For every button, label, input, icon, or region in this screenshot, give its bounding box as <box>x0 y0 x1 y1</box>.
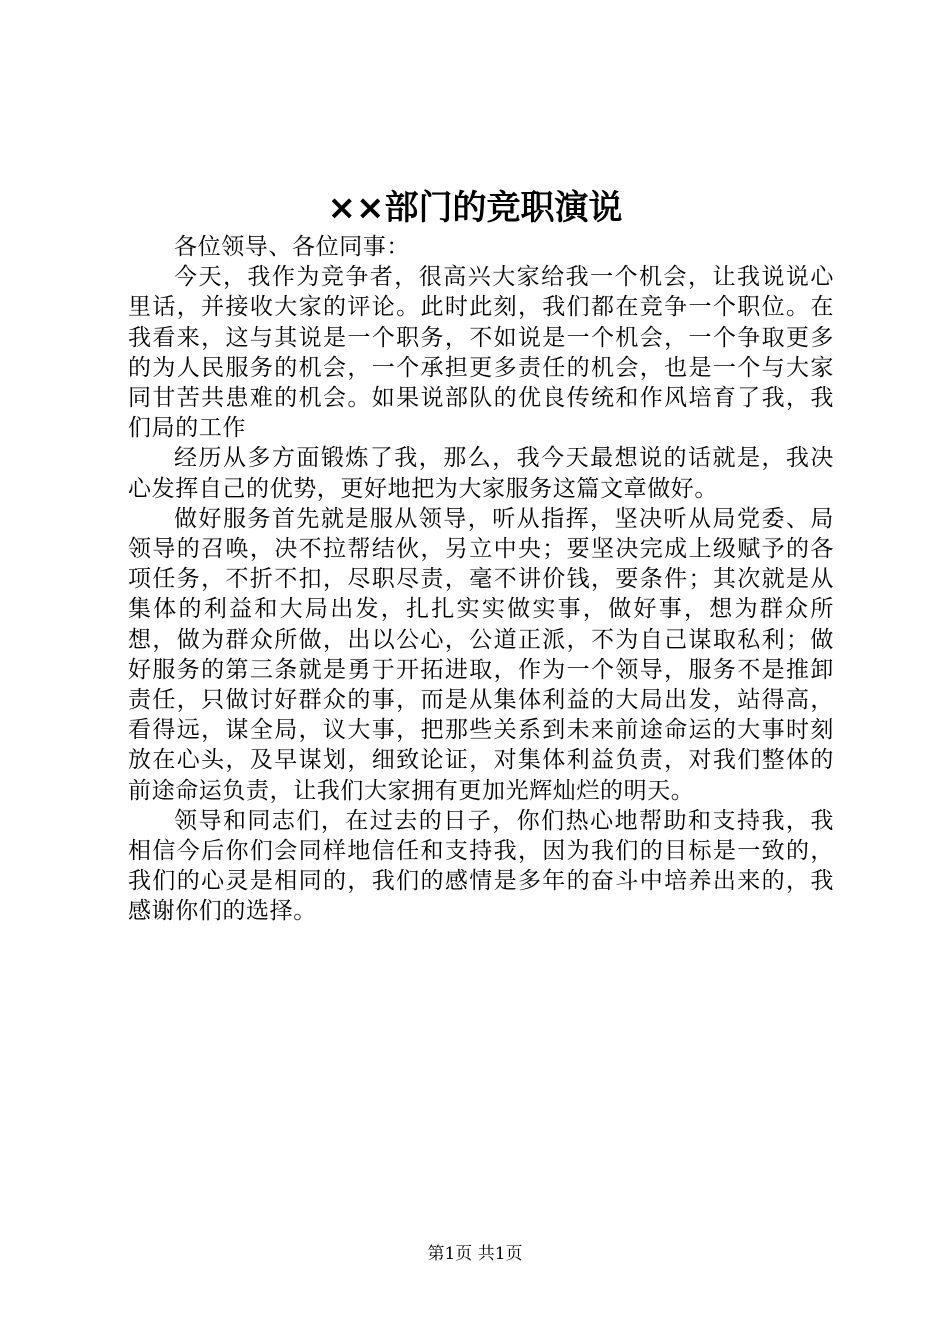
salutation-paragraph: 各位领导、各位同事： <box>174 234 410 260</box>
page-footer: 第1页 共1页 <box>427 1244 523 1264</box>
body-paragraph: 领导和同志们，在过去的日子，你们热心地帮助和支持我，我相信今后你们会同样地信任和支持我，因为我们的目标是一致的，我们的心灵是相同的，我们的感情是多年的奋斗中培养出来的，我感谢你们的选择。 <box>128 807 834 925</box>
body-paragraph: 经历从多方面锻炼了我，那么，我今天最想说的话就是，我决心发挥自己的优势，更好地把为大家服务这篇文章做好。 <box>128 445 834 502</box>
document-title: ××部门的竞职演说 <box>327 188 623 228</box>
body-paragraph: 做好服务首先就是服从领导，听从指挥，坚决听从局党委、局领导的召唤，决不拉帮结伙，另立中央；要坚决完成上级赋予的各项任务，不折不扣，尽职尽责，毫不讲价钱，要条件；其次就是从集体的利益和大局出发，扎扎实实做实事，做好事，想为群众所想，做为群众所做，出以公心，公道正派，不为自己谋取私利；做好服务的第三条就是勇于开拓进取，作为一个领导，服务不是推卸责任，只做讨好群众的事，而是从集体利益的大局出发，站得高，看得远，谋全局，议大事，把那些关系到未来前途命运的大事时刻放在心头，及早谋划，细致论证，对集体利益负责，对我们整体的前途命运负责，让我们大家拥有更加光辉灿烂的明天。 <box>128 505 834 804</box>
document-body <box>128 232 834 927</box>
body-paragraph: 今天，我作为竞争者，很高兴大家给我一个机会，让我说说心里话，并接收大家的评论。此时此刻，我们都在竞争一个职位。在我看来，这与其说是一个职务，不如说是一个机会，一个争取更多的为人民服务的机会，一个承担更多责任的机会，也是一个与大家同甘苦共患难的机会。如果说部队的优良传统和作风培育了我，我们局的工作 <box>128 264 834 442</box>
